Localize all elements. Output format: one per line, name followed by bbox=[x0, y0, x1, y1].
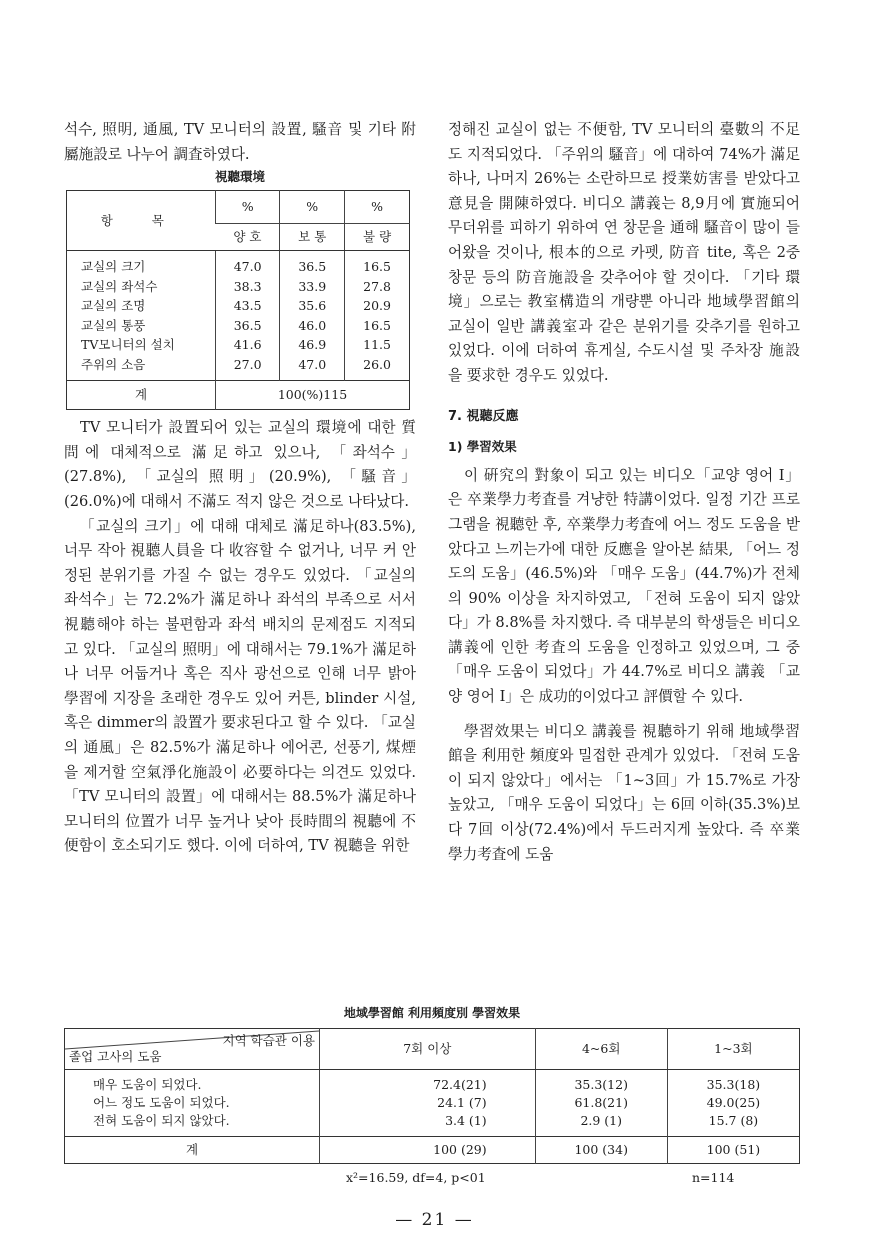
table-row bbox=[67, 277, 410, 297]
table-row bbox=[67, 316, 410, 336]
table1-cell-good: 41.6 bbox=[216, 335, 280, 355]
section-heading: 7. 視聽反應 bbox=[448, 408, 519, 424]
table1-cell-bad: 20.9 bbox=[345, 296, 410, 316]
table1-cell-good: 36.5 bbox=[216, 316, 280, 336]
table1-caption: 視聽環境 bbox=[214, 169, 265, 185]
table2-total-row bbox=[65, 1137, 800, 1164]
table1-total-row bbox=[67, 381, 410, 410]
table2-col-header: 1~3회 bbox=[667, 1029, 799, 1070]
table1-header-pct-3: % bbox=[345, 191, 410, 224]
table2-cell: 49.0(25) bbox=[667, 1094, 799, 1112]
table2-total-cell: 100 (29) bbox=[320, 1137, 536, 1164]
table2-total-cell: 100 (51) bbox=[667, 1137, 799, 1164]
table2-col-header: 7회 이상 bbox=[320, 1029, 536, 1070]
right-paragraph-3: 學習效果는 비디오 講義를 視聽하기 위해 地域學習館을 利用한 頻度와 밀접한 관계가 있었다. 「전혀 도움이 되지 않았다」에서는 「1~3回」가 15.7%로 가장 높았고, 「매우 도움이 되었다」는 6回 이하(35.3%)보다 7回 이상(72.4%)에서 두드러지게 높았다. 즉 卒業學力考査에 도움 bbox=[448, 722, 800, 863]
table2-cell: 24.1 (7) bbox=[320, 1094, 536, 1112]
table2-total-label: 계 bbox=[65, 1137, 320, 1164]
viewing-environment-table bbox=[66, 190, 410, 410]
table-row bbox=[67, 335, 410, 355]
table-row bbox=[67, 355, 410, 381]
table1-row-label: 주위의 소음 bbox=[81, 356, 146, 372]
table1-cell-normal: 36.5 bbox=[280, 251, 345, 277]
table1-total-label: 계 bbox=[67, 381, 216, 410]
table1-cell-good: 38.3 bbox=[216, 277, 280, 297]
table2-cell: 35.3(18) bbox=[667, 1070, 799, 1095]
table1-row-label: 교실의 좌석수 bbox=[81, 278, 158, 294]
right-paragraph-1: 정해진 교실이 없는 不便함, TV 모니터의 臺數의 不足도 지적되었다. 「주위의 騷音」에 대하여 74%가 滿足하나, 나머지 26%는 소란하므로 授業妨害를 받았다고 意見을 開陳하였다. 비디오 講義는 8,9月에 實施되어 무더위를 피하기 위하여 연 창문을 通해 騷音이 많이 들어왔을 것이나, 根本的으로 카펫, 防音 tite, 혹은 2중 창문 등의 防音施設을 갖추어야 할 것이다. 「기타 環境」으로는 教室構造의 개량뿐 아니라 地域學習館의 교실이 일반 講義室과 같은 분위기를 갖추기를 원하고 있었다. 이에 더하여 휴게실, 수도시설 및 주차장 施設을 要求한 경우도 있었다. bbox=[448, 121, 800, 384]
table1-cell-good: 47.0 bbox=[216, 251, 280, 277]
table-row bbox=[67, 251, 410, 277]
table1-row-label: 교실의 조명 bbox=[81, 298, 146, 314]
table1-cell-bad: 11.5 bbox=[345, 335, 410, 355]
sample-size: n=114 bbox=[692, 1170, 735, 1185]
table1-cell-normal: 46.9 bbox=[280, 335, 345, 355]
right-paragraph-2: 이 硏究의 對象이 되고 있는 비디오「교양 영어 I」은 卒業學力考査를 겨냥한 特講이었다. 일정 기간 프로그램을 視聽한 후, 卒業學力考査에 어느 정도 도움을 받았다고 느끼는가에 대한 反應을 알아본 結果, 「어느 정도의 도움」(46.5%)와 「매우 도움」(44.7%)가 전체의 90% 이상을 차지하였고, 「전혀 도움이 되지 않았다」가 8.8%를 차지했다. 즉 대부분의 학생들은 비디오 講義에 인한 考査의 도움을 인정하고 있었으며, 그 중 「매우 도움이 되었다」가 44.7%로 비디오 講義 「교양 영어 I」은 成功的이었다고 評價할 수 있다. bbox=[448, 466, 800, 706]
table2-corner-cell bbox=[65, 1029, 320, 1070]
table-row bbox=[65, 1070, 800, 1095]
table-row bbox=[65, 1094, 800, 1112]
table2-row-label: 매우 도움이 되었다. bbox=[93, 1077, 202, 1092]
page-number: — 21 — bbox=[395, 1210, 474, 1230]
table1-header-pct-1: % bbox=[216, 191, 280, 224]
table2-col-header: 4~6회 bbox=[535, 1029, 667, 1070]
table1-cell-bad: 16.5 bbox=[345, 251, 410, 277]
table-row bbox=[67, 296, 410, 316]
left-paragraph-1: 석수, 照明, 通風, TV 모니터의 設置, 騷音 및 기타 附屬施設로 나누어 調査하였다. bbox=[64, 121, 416, 163]
learning-effect-table bbox=[64, 1028, 800, 1164]
table2-corner-top: 지역 학습관 이용 bbox=[222, 1033, 315, 1048]
table1-cell-good: 27.0 bbox=[216, 355, 280, 381]
table1-cell-bad: 27.8 bbox=[345, 277, 410, 297]
table1-header-bad: 불 량 bbox=[345, 224, 410, 251]
left-column bbox=[64, 118, 416, 859]
subsection-heading: 1) 學習效果 bbox=[448, 439, 517, 455]
table1-header-item: 항 목 bbox=[100, 212, 182, 228]
right-column bbox=[448, 118, 800, 867]
table1-header-normal: 보 통 bbox=[280, 224, 345, 251]
table2-cell: 3.4 (1) bbox=[320, 1112, 536, 1137]
table1-cell-normal: 35.6 bbox=[280, 296, 345, 316]
table1-total-value: 100(%)115 bbox=[216, 381, 410, 410]
table2-row-label: 전혀 도움이 되지 않았다. bbox=[93, 1113, 230, 1128]
table1-row-label: 교실의 크기 bbox=[81, 259, 146, 275]
table1-row-label: TV모니터의 설치 bbox=[81, 337, 175, 353]
table1-cell-bad: 26.0 bbox=[345, 355, 410, 381]
left-paragraph-3: 「교실의 크기」에 대해 대체로 滿足하나(83.5%), 너무 작아 視聽人員을 다 收容할 수 없거나, 너무 커 안정된 분위기를 가질 수 없는 경우도 있었다. 「교실의 좌석수」는 72.2%가 滿足하나 좌석의 부족으로 서서 視聽해야 하는 불편함과 좌석 배치의 문제점도 지적되고 있다. 「교실의 照明」에 대해서는 79.1%가 滿足하나 너무 어둡거나 혹은 직사 광선으로 인해 너무 밝아 學習에 지장을 초래한 경우도 있어 커튼, blinder 시설, 혹은 dimmer의 設置가 要求된다고 할 수 있다. 「교실의 通風」은 82.5%가 滿足하나 에어콘, 선풍기, 煤煙을 제거할 空氣淨化施設이 必要하다는 의견도 있었다. 「TV 모니터의 設置」에 대해서는 88.5%가 滿足하나 모니터의 位置가 너무 높거나 낮아 長時間의 視聽에 不便함이 호소되기도 했다. 이에 더하여, TV 視聽을 위한 bbox=[64, 517, 416, 855]
table2-cell: 15.7 (8) bbox=[667, 1112, 799, 1137]
table1-cell-normal: 46.0 bbox=[280, 316, 345, 336]
table1-cell-normal: 33.9 bbox=[280, 277, 345, 297]
table2-total-cell: 100 (34) bbox=[535, 1137, 667, 1164]
left-paragraph-2: TV 모니터가 設置되어 있는 교실의 環境에 대한 質問에 대체적으로 滿足하고 있으나, 「좌석수」(27.8%), 「교실의 照明」(20.9%), 「騷音」(26.0%)에 대해서 不滿도 적지 않은 것으로 나타났다. bbox=[64, 419, 416, 510]
table2-cell: 61.8(21) bbox=[535, 1094, 667, 1112]
table1-cell-normal: 47.0 bbox=[280, 355, 345, 381]
table1-header-pct-2: % bbox=[280, 191, 345, 224]
table1-cell-bad: 16.5 bbox=[345, 316, 410, 336]
table2-cell: 2.9 (1) bbox=[535, 1112, 667, 1137]
table2-row-label: 어느 정도 도움이 되었다. bbox=[93, 1095, 230, 1110]
chi-square-result: x²=16.59, df=4, p<01 bbox=[346, 1170, 486, 1185]
table-row bbox=[65, 1112, 800, 1137]
table1-row-label: 교실의 통풍 bbox=[81, 317, 146, 333]
table1-cell-good: 43.5 bbox=[216, 296, 280, 316]
table1-header-good: 양 호 bbox=[216, 224, 280, 251]
table2-cell: 35.3(12) bbox=[535, 1070, 667, 1095]
table2-caption: 地域學習館 利用頻度別 學習效果 bbox=[343, 1006, 521, 1020]
table2-cell: 72.4(21) bbox=[320, 1070, 536, 1095]
table2-corner-bottom: 졸업 고사의 도움 bbox=[69, 1049, 162, 1064]
